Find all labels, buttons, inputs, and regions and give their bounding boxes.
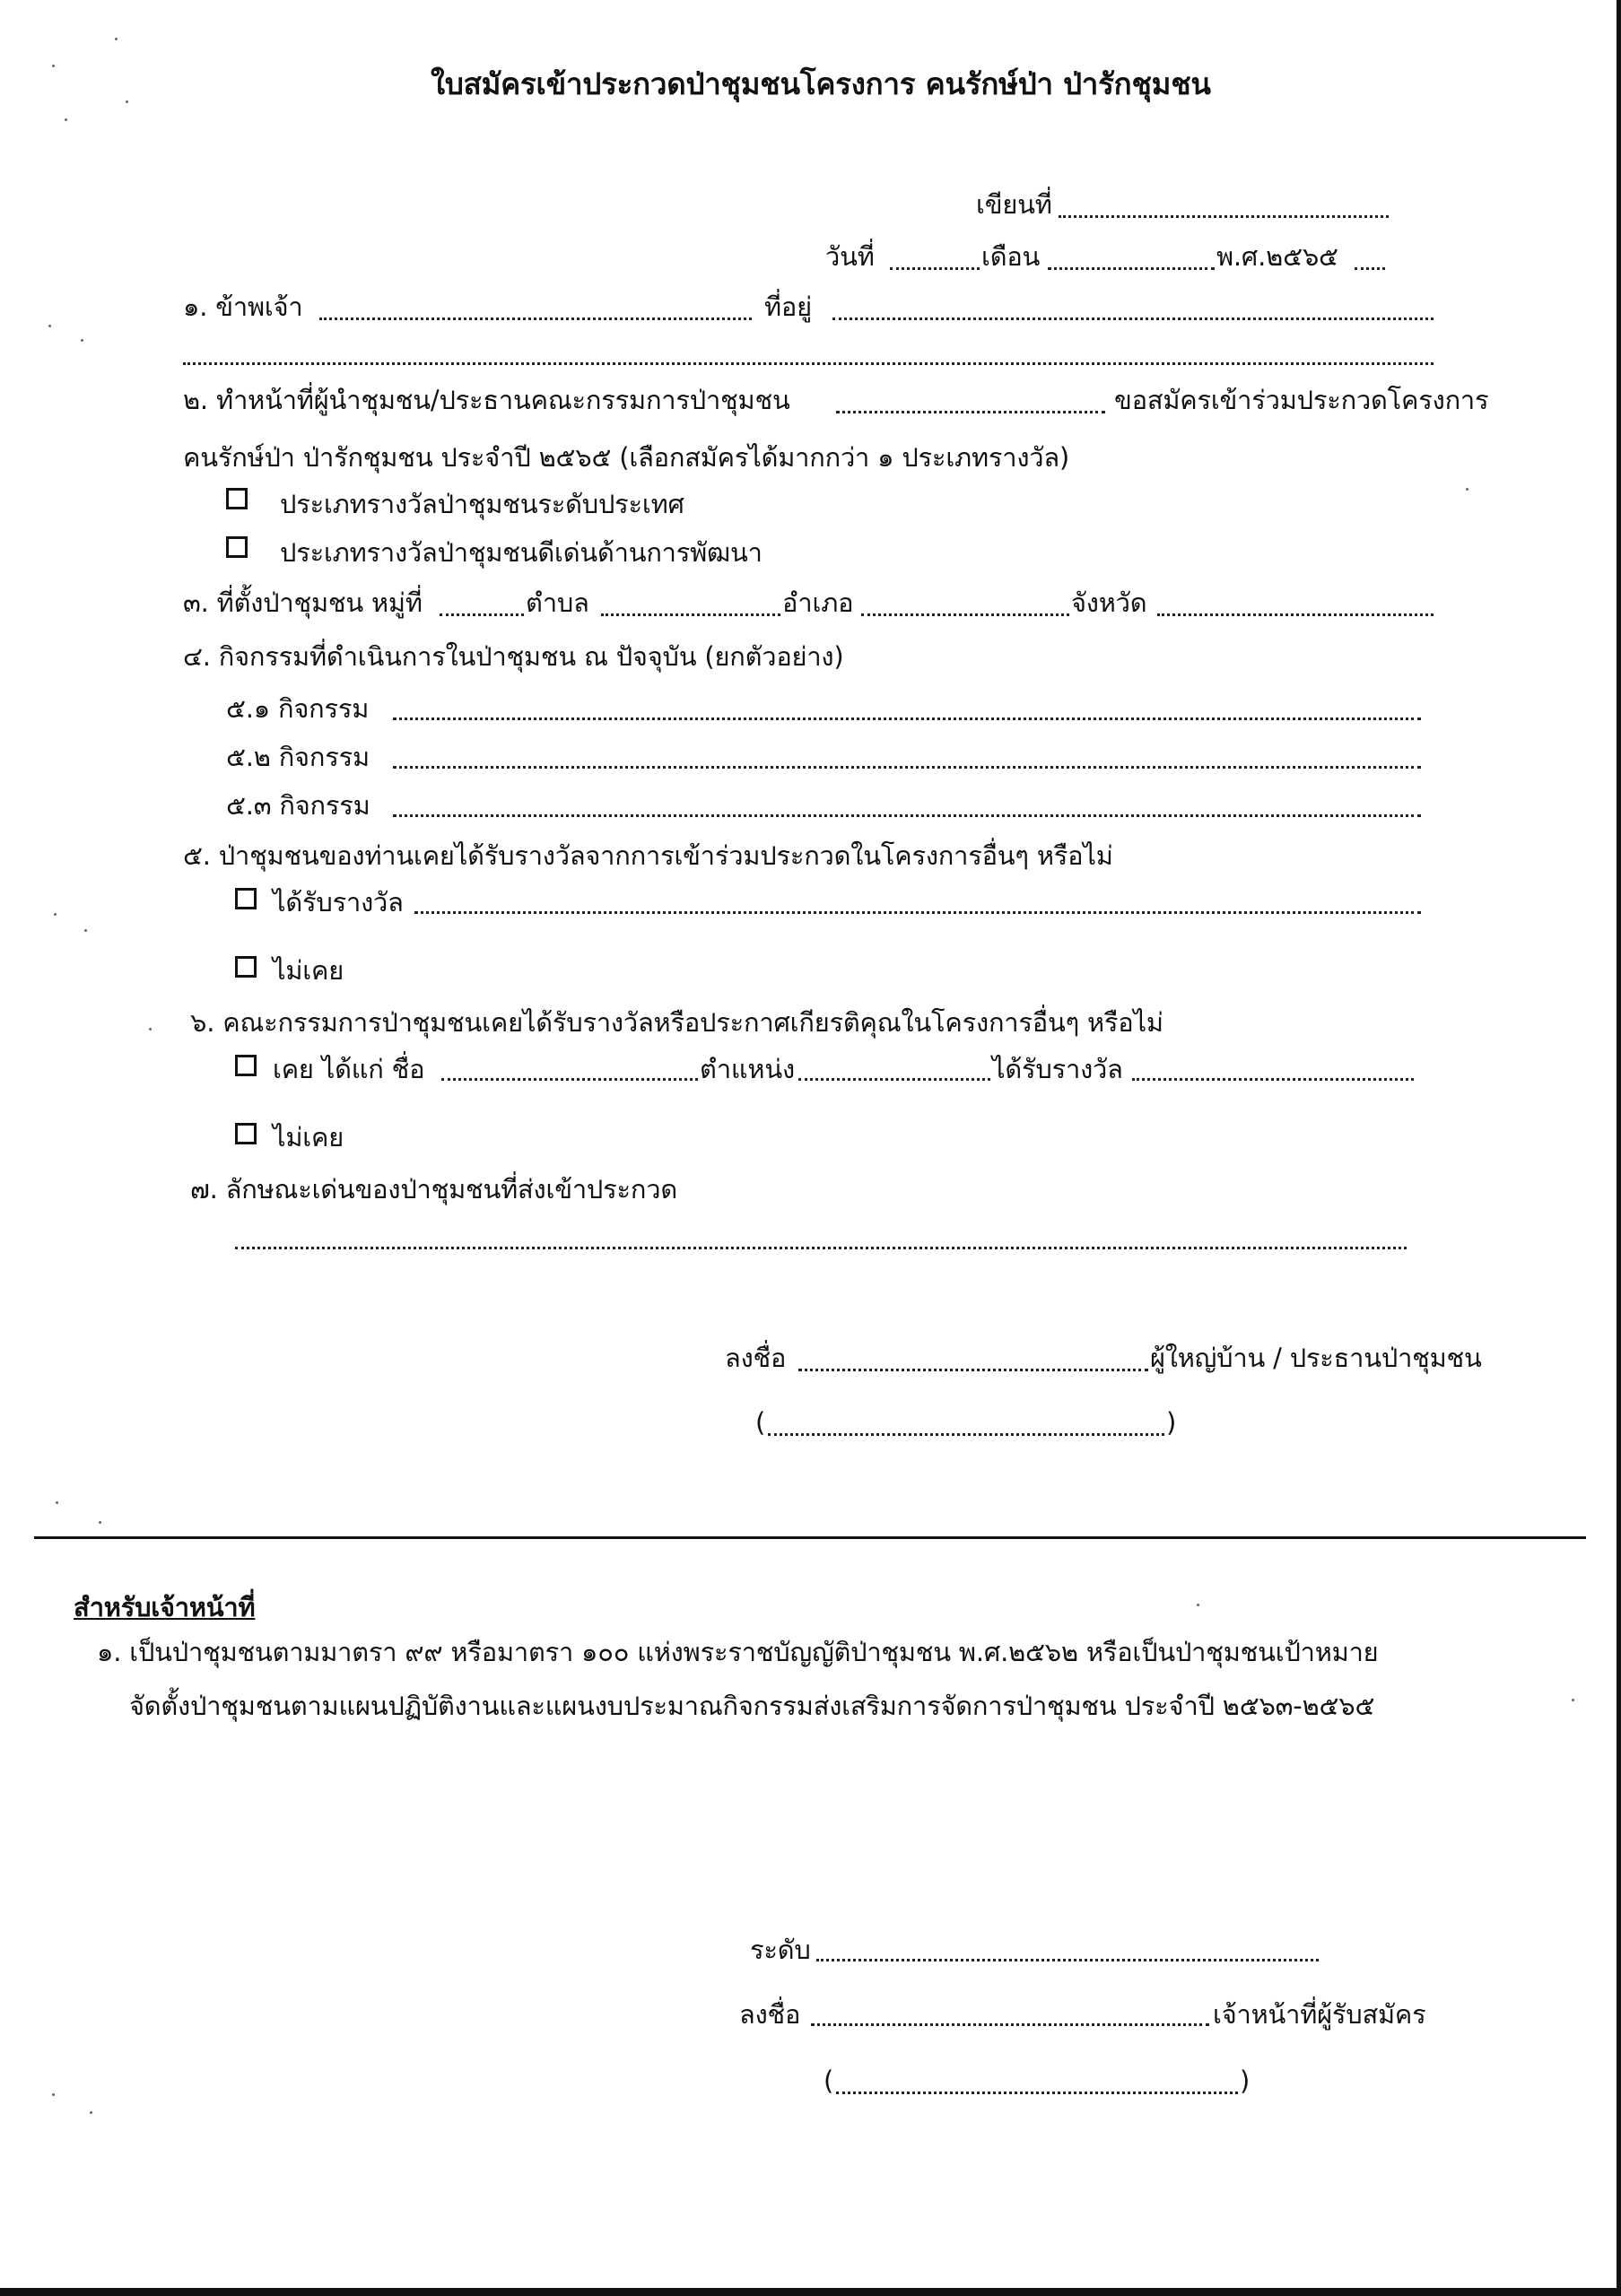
activity-3-field[interactable] [393, 814, 1421, 817]
national-award-label: ประเภทรางวัลป่าชุมชนระดับประเทศ [280, 489, 684, 519]
scan-speck [81, 339, 83, 342]
district-label: อำเภอ [782, 587, 854, 618]
committee-award-never-checkbox[interactable] [235, 1123, 257, 1144]
applicant-paren-open: ( [755, 1407, 766, 1438]
province-label: จังหวัด [1071, 587, 1147, 618]
level-field[interactable] [816, 1959, 1319, 1961]
section2-line1-a: ๒. ทำหน้าที่ผู้นำชุมชน/ประธานคณะกรรมการป่าชุมชน [183, 385, 790, 415]
scan-speck [149, 1028, 152, 1031]
section5-heading: ๕. ป่าชุมชนของท่านเคยได้รับรางวัลจากการเข้าร่วมประกวดในโครงการอื่นๆ หรือไม่ [183, 840, 1113, 871]
section7-heading: ๗. ลักษณะเด่นของป่าชุมชนที่ส่งเข้าประกวด [190, 1174, 677, 1205]
committee-award-yes-checkbox[interactable] [235, 1055, 257, 1076]
scan-speck [99, 1521, 101, 1524]
year-label: พ.ศ.๒๕๖๕ [1216, 241, 1338, 272]
date-label: วันที่ [825, 241, 875, 272]
officer-item1-line1: ๑. เป็นป่าชุมชนตามมาตรา ๙๙ หรือมาตรา ๑๐๐ แห่งพระราชบัญญัติป่าชุมชน พ.ศ.๒๕๖๒ หรือเป็นป่าชุมชนเป้าหมาย [97, 1637, 1379, 1667]
month-field[interactable] [1048, 267, 1215, 270]
written-at-label: เขียนที่ [976, 189, 1052, 220]
scan-speck [115, 38, 118, 40]
scan-speck [65, 118, 67, 121]
committee-award-field[interactable] [1132, 1078, 1414, 1081]
scan-speck [1197, 1604, 1199, 1606]
officer-role: เจ้าหน้าที่ผู้รับสมัคร [1213, 1999, 1426, 2030]
level-label: ระดับ [750, 1935, 811, 1965]
scan-speck [54, 913, 57, 916]
applicant-printed-name-field[interactable] [768, 1433, 1164, 1436]
scan-speck [56, 1501, 58, 1504]
scan-speck [48, 325, 51, 327]
scan-speck [90, 2111, 92, 2114]
written-at-field[interactable] [1059, 215, 1389, 218]
scan-speck [1572, 1699, 1574, 1701]
applicant-label: ๑. ข้าพเจ้า [183, 291, 303, 322]
subdistrict-field[interactable] [601, 613, 780, 616]
activity-3-label: ๕.๓ กิจกรรม [226, 790, 370, 821]
page-bottom-edge [0, 2288, 1621, 2296]
development-award-label: ประเภทรางวัลป่าชุมชนดีเด่นด้านการพัฒนา [280, 537, 763, 568]
month-label: เดือน [981, 241, 1041, 272]
section2-line2: คนรักษ์ป่า ป่ารักชุมชน ประจำปี ๒๕๖๕ (เลือกสมัครได้มากกว่า ๑ ประเภทรางวัล) [183, 442, 1070, 473]
officer-paren-open: ( [824, 2066, 834, 2096]
section2-line1-b: ขอสมัครเข้าร่วมประกวดโครงการ [1114, 385, 1489, 415]
scan-speck [126, 100, 128, 103]
officer-signature-label: ลงชื่อ [739, 1999, 801, 2030]
applicant-name-field[interactable] [319, 317, 752, 320]
subdistrict-label: ตำบล [526, 587, 589, 618]
activity-2-label: ๕.๒ กิจกรรม [226, 742, 370, 772]
position-field[interactable] [798, 1078, 990, 1081]
award-received-checkbox[interactable] [235, 888, 257, 909]
committee-award-name-label: เคย ได้แก่ ชื่อ [273, 1054, 425, 1084]
applicant-signature-field[interactable] [798, 1369, 1148, 1371]
form-title: ใบสมัครเข้าประกวดป่าชุมชนโครงการ คนรักษ์ป่า ป่ารักชุมชน [431, 66, 1211, 101]
section4-heading: ๔. กิจกรรมที่ดำเนินการในป่าชุมชน ณ ปัจจุบัน (ยกตัวอย่าง) [183, 641, 844, 672]
officer-item1-line2: จัดตั้งป่าชุมชนตามแผนปฏิบัติงานและแผนงบประมาณกิจกรรมส่งเสริมการจัดการป่าชุมชน ประจำปี ๒๕๖๓-๒๕๖๕ [129, 1691, 1375, 1721]
year-field[interactable] [1355, 267, 1385, 270]
page-right-edge [1617, 0, 1621, 2296]
signature-label: ลงชื่อ [725, 1343, 787, 1373]
officer-section-heading: สำหรับเจ้าหน้าที่ [74, 1592, 256, 1622]
scan-speck [84, 929, 87, 932]
scan-speck [1466, 488, 1468, 491]
award-never-checkbox[interactable] [235, 956, 257, 978]
award-never-label: ไม่เคย [273, 955, 344, 986]
address-field-line2[interactable] [183, 362, 1434, 365]
location-label: ๓. ที่ตั้งป่าชุมชน หมู่ที่ [183, 587, 423, 618]
officer-paren-close: ) [1240, 2066, 1251, 2096]
scan-speck [52, 65, 55, 67]
address-label: ที่อยู่ [764, 291, 812, 322]
activity-2-field[interactable] [393, 766, 1421, 769]
section6-heading: ๖. คณะกรรมการป่าชุมชนเคยได้รับรางวัลหรือประกาศเกียรติคุณในโครงการอื่นๆ หรือไม่ [190, 1007, 1163, 1038]
development-award-checkbox[interactable] [226, 536, 248, 558]
committee-award-label: ได้รับรางวัล [992, 1054, 1123, 1084]
activity-1-field[interactable] [393, 718, 1421, 720]
committee-member-name-field[interactable] [441, 1078, 698, 1081]
applicant-paren-close: ) [1166, 1407, 1177, 1438]
date-field[interactable] [890, 267, 980, 270]
scan-speck [52, 2093, 55, 2096]
award-received-field[interactable] [414, 911, 1421, 914]
committee-award-never-label: ไม่เคย [273, 1122, 344, 1152]
province-field[interactable] [1157, 613, 1434, 616]
activity-1-label: ๕.๑ กิจกรรม [226, 693, 370, 724]
national-award-checkbox[interactable] [226, 488, 248, 509]
community-committee-field[interactable] [836, 411, 1105, 413]
position-label: ตำแหน่ง [700, 1054, 795, 1084]
officer-section-divider [34, 1536, 1586, 1539]
village-no-field[interactable] [440, 613, 524, 616]
address-field[interactable] [832, 317, 1434, 320]
district-field[interactable] [861, 613, 1069, 616]
officer-printed-name-field[interactable] [836, 2092, 1238, 2094]
officer-signature-field[interactable] [811, 2023, 1209, 2026]
signer-role: ผู้ใหญ่บ้าน / ประธานป่าชุมชน [1150, 1343, 1482, 1373]
award-received-label: ได้รับรางวัล [273, 887, 404, 918]
highlights-field[interactable] [235, 1247, 1407, 1249]
